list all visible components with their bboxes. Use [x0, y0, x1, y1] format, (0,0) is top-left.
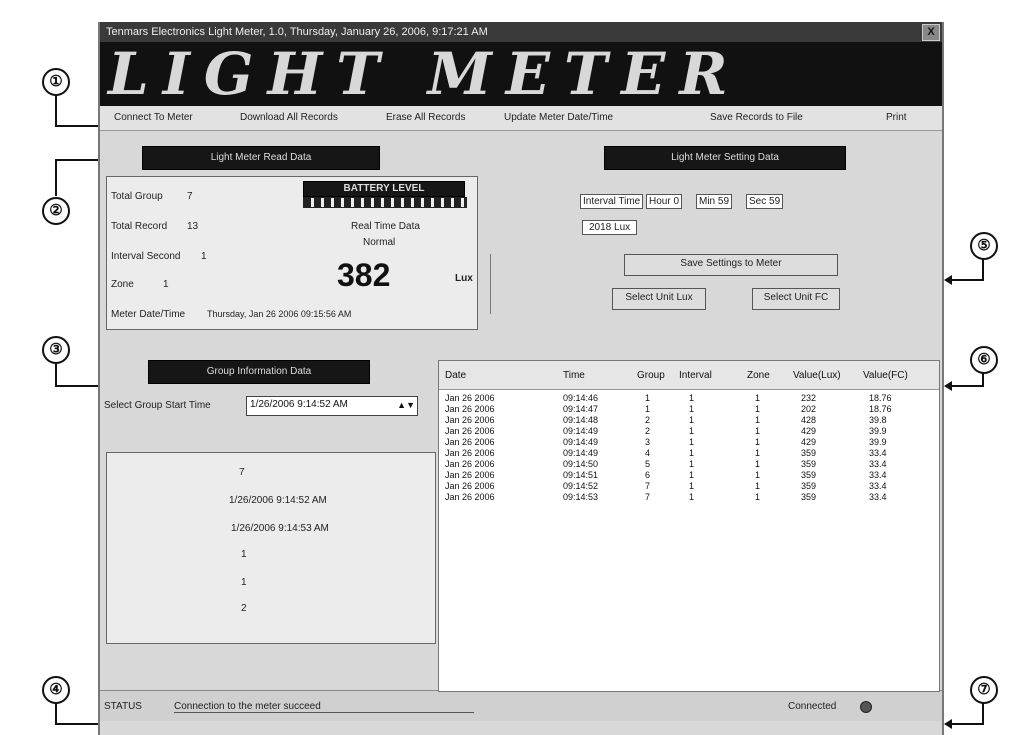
table-cell: 39.9: [869, 426, 887, 436]
menu-connect[interactable]: Connect To Meter: [114, 112, 193, 123]
min-field[interactable]: Min 59: [696, 194, 732, 209]
table-cell: 1: [755, 426, 761, 436]
zone-value: 1: [163, 279, 169, 290]
table-cell: 2: [645, 415, 651, 425]
table-cell: 1: [689, 492, 695, 502]
table-cell: 09:14:46: [563, 393, 599, 403]
table-row[interactable]: [439, 448, 939, 459]
table-cell: 1: [689, 426, 695, 436]
close-icon[interactable]: X: [922, 24, 940, 41]
group-detail-1: 7: [239, 467, 245, 478]
table-cell: 3: [645, 437, 651, 447]
col-group[interactable]: Group: [637, 370, 665, 381]
table-cell: 09:14:52: [563, 481, 599, 491]
table-cell: 09:14:49: [563, 448, 599, 458]
col-date[interactable]: Date: [445, 370, 467, 381]
group-start-label: Select Group Start Time: [104, 400, 211, 411]
col-value-lux[interactable]: Value(Lux): [793, 370, 841, 381]
table-row[interactable]: [439, 404, 939, 415]
group-detail-2: 1/26/2006 9:14:52 AM: [229, 495, 327, 506]
table-cell: 232: [801, 393, 817, 403]
total-group-value: 7: [187, 191, 193, 202]
table-cell: 359: [801, 492, 817, 502]
total-record-value: 13: [187, 221, 199, 232]
hour-field[interactable]: Hour 0: [646, 194, 682, 209]
col-interval[interactable]: Interval: [679, 370, 712, 381]
group-start-value: 1/26/2006 9:14:52 AM: [250, 399, 348, 410]
callout-2: ②: [42, 197, 70, 225]
app-logo: LIGHT METER: [108, 42, 742, 106]
menu-update-time[interactable]: Update Meter Date/Time: [504, 112, 614, 123]
table-cell: 1: [755, 492, 761, 502]
table-cell: 09:14:49: [563, 426, 599, 436]
table-cell: Jan 26 2006: [445, 448, 495, 458]
table-cell: 09:14:50: [563, 459, 599, 469]
mode-label: Normal: [363, 237, 396, 248]
table-cell: 1: [689, 459, 695, 469]
meter-datetime-label: Meter Date/Time: [111, 309, 186, 320]
table-cell: 1: [689, 404, 695, 414]
table-cell: 09:14:53: [563, 492, 599, 502]
table-cell: 33.4: [869, 470, 887, 480]
table-cell: 33.4: [869, 481, 887, 491]
table-cell: Jan 26 2006: [445, 426, 495, 436]
setting-value-field[interactable]: 2018 Lux: [582, 220, 637, 235]
table-cell: 33.4: [869, 492, 887, 502]
group-detail-panel: [106, 452, 436, 644]
table-header: [439, 361, 939, 390]
table-cell: 1: [645, 404, 651, 414]
interval-second-label: Interval Second: [111, 251, 181, 262]
spinner-icon[interactable]: ▲▼: [397, 400, 415, 410]
connection-indicator-icon: [860, 701, 872, 713]
menu-print[interactable]: Print: [886, 112, 907, 123]
table-cell: 429: [801, 437, 817, 447]
title-bar: [100, 22, 942, 42]
table-row[interactable]: [439, 437, 939, 448]
zone-label: Zone: [111, 279, 134, 290]
group-info-header: Group Information Data: [148, 360, 370, 384]
lux-reading: 382: [337, 257, 391, 293]
table-cell: 1: [645, 393, 651, 403]
table-cell: 1: [755, 481, 761, 491]
table-row[interactable]: [439, 459, 939, 470]
table-cell: 1: [689, 470, 695, 480]
table-cell: 1: [755, 437, 761, 447]
table-cell: 428: [801, 415, 817, 425]
select-lux-button[interactable]: Select Unit Lux: [612, 288, 706, 310]
menu-download[interactable]: Download All Records: [240, 112, 338, 123]
table-cell: 1: [755, 393, 761, 403]
col-time[interactable]: Time: [563, 370, 585, 381]
table-cell: Jan 26 2006: [445, 404, 495, 414]
battery-level-header: BATTERY LEVEL: [303, 181, 465, 197]
battery-level-bar: [303, 197, 467, 208]
table-cell: 2: [645, 426, 651, 436]
table-cell: 33.4: [869, 459, 887, 469]
table-cell: Jan 26 2006: [445, 415, 495, 425]
total-record-label: Total Record: [111, 221, 168, 232]
table-cell: 4: [645, 448, 651, 458]
callout-5: ⑤: [970, 232, 998, 260]
status-message: Connection to the meter succeed: [174, 701, 474, 713]
table-cell: 39.8: [869, 415, 887, 425]
table-cell: Jan 26 2006: [445, 437, 495, 447]
table-cell: 1: [755, 404, 761, 414]
table-cell: 5: [645, 459, 651, 469]
group-detail-3: 1/26/2006 9:14:53 AM: [231, 523, 329, 534]
group-detail-4: 1: [241, 549, 247, 560]
table-cell: Jan 26 2006: [445, 492, 495, 502]
table-cell: 7: [645, 492, 651, 502]
callout-3: ③: [42, 336, 70, 364]
read-data-panel: [106, 176, 478, 330]
save-settings-button[interactable]: Save Settings to Meter: [624, 254, 838, 276]
callout-7-arrow: [942, 702, 1002, 732]
table-cell: 429: [801, 426, 817, 436]
group-detail-5: 1: [241, 577, 247, 588]
table-row[interactable]: [439, 492, 939, 503]
table-cell: 6: [645, 470, 651, 480]
table-cell: 18.76: [869, 404, 892, 414]
col-zone[interactable]: Zone: [747, 370, 770, 381]
table-cell: 1: [689, 448, 695, 458]
interval-time-label: Interval Time: [580, 194, 643, 209]
table-cell: 1: [689, 437, 695, 447]
callout-4: ④: [42, 676, 70, 704]
table-row[interactable]: [439, 481, 939, 492]
table-cell: 359: [801, 470, 817, 480]
select-fc-button[interactable]: Select Unit FC: [752, 288, 840, 310]
group-detail-6: 2: [241, 603, 247, 614]
menu-save[interactable]: Save Records to File: [710, 112, 803, 123]
table-row[interactable]: [439, 470, 939, 481]
table-cell: Jan 26 2006: [445, 470, 495, 480]
setting-data-header: Light Meter Setting Data: [604, 146, 846, 170]
total-group-label: Total Group: [111, 191, 163, 202]
records-table: [438, 360, 940, 692]
table-cell: Jan 26 2006: [445, 459, 495, 469]
group-start-select[interactable]: [246, 396, 418, 416]
callout-6: ⑥: [970, 346, 998, 374]
table-cell: 1: [755, 470, 761, 480]
table-cell: 1: [755, 448, 761, 458]
callout-1: ①: [42, 68, 70, 96]
lux-unit: Lux: [455, 273, 473, 284]
table-cell: 18.76: [869, 393, 892, 403]
logo-banner: [100, 42, 942, 106]
window-title: Tenmars Electronics Light Meter, 1.0, Thursday, January 26, 2006, 9:17:21 AM: [106, 26, 488, 38]
table-cell: 39.9: [869, 437, 887, 447]
table-cell: 7: [645, 481, 651, 491]
connection-label: Connected: [788, 701, 837, 712]
real-time-label: Real Time Data: [351, 221, 420, 232]
table-cell: 1: [755, 415, 761, 425]
table-cell: 33.4: [869, 448, 887, 458]
table-cell: 359: [801, 481, 817, 491]
table-cell: 1: [755, 459, 761, 469]
status-label: STATUS: [104, 701, 142, 712]
table-cell: 09:14:47: [563, 404, 599, 414]
sec-field[interactable]: Sec 59: [746, 194, 783, 209]
read-data-header: Light Meter Read Data: [142, 146, 380, 170]
table-cell: 1: [689, 393, 695, 403]
table-cell: 1: [689, 481, 695, 491]
interval-second-value: 1: [201, 251, 207, 262]
table-row[interactable]: [439, 393, 939, 404]
table-cell: Jan 26 2006: [445, 481, 495, 491]
table-cell: 359: [801, 459, 817, 469]
status-bar: [100, 690, 942, 721]
menu-bar: [100, 106, 942, 131]
divider-vertical: [490, 254, 491, 314]
table-row[interactable]: [439, 415, 939, 426]
table-cell: 09:14:51: [563, 470, 599, 480]
table-cell: Jan 26 2006: [445, 393, 495, 403]
table-cell: 359: [801, 448, 817, 458]
callout-5-arrow: [942, 258, 1002, 288]
table-row[interactable]: [439, 426, 939, 437]
meter-datetime-value: Thursday, Jan 26 2006 09:15:56 AM: [207, 309, 352, 319]
table-cell: 09:14:48: [563, 415, 599, 425]
table-cell: 09:14:49: [563, 437, 599, 447]
callout-6-arrow: [942, 372, 1002, 402]
callout-7: ⑦: [970, 676, 998, 704]
col-value-fc[interactable]: Value(FC): [863, 370, 908, 381]
table-cell: 1: [689, 415, 695, 425]
table-cell: 202: [801, 404, 817, 414]
menu-erase[interactable]: Erase All Records: [386, 112, 466, 123]
